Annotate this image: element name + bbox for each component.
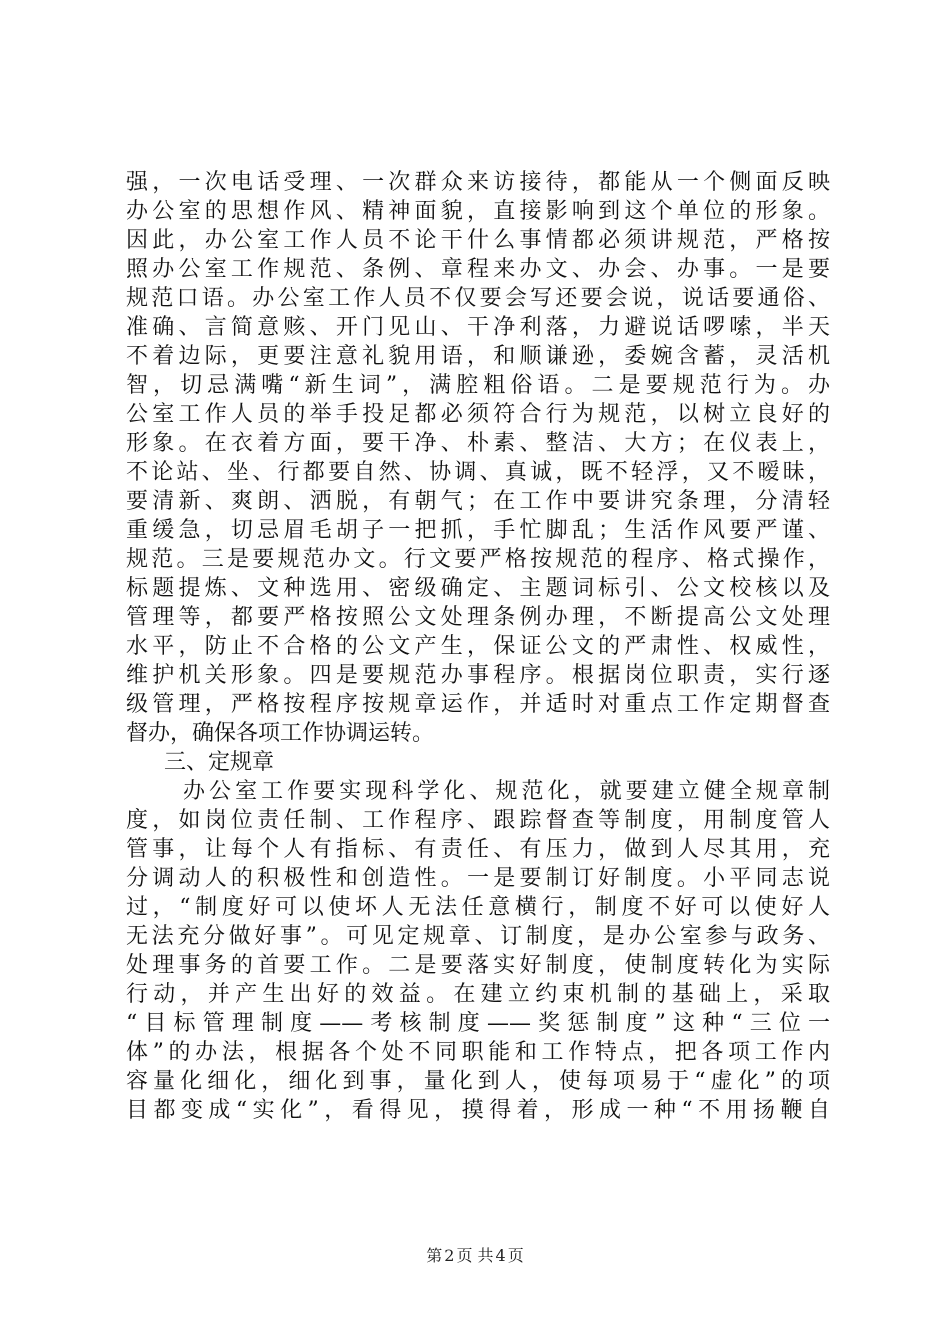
text-line: 水平，防止不合格的公文产生，保证公文的严肃性、权威性，: [126, 634, 830, 659]
text-line: 办公室工作要实现科学化、规范化，就要建立健全规章制: [183, 779, 830, 804]
text-line: 分调动人的积极性和创造性。一是要制订好制度。小平同志说: [126, 866, 830, 891]
page-label-prefix: 第: [426, 1246, 443, 1265]
text-line: 级管理，严格按程序按规章运作，并适时对重点工作定期督查: [126, 692, 830, 717]
text-line: 处理事务的首要工作。二是要落实好制度，使制度转化为实际: [126, 953, 830, 978]
text-line: 行动，并产生出好的效益。在建立约束机制的基础上，采取: [126, 982, 830, 1007]
text-line: 形象。在衣着方面，要干净、朴素、整洁、大方；在仪表上，: [126, 431, 830, 456]
text-line: 因此，办公室工作人员不论干什么事情都必须讲规范，严格按: [126, 228, 830, 253]
text-line: 照办公室工作规范、条例、章程来办文、办会、办事。一是要: [126, 257, 830, 282]
text-line: 不论站、坐、行都要自然、协调、真诚，既不轻浮，又不暧昧，: [126, 460, 830, 485]
text-line: 维护机关形象。四是要规范办事程序。根据岗位职责，实行逐: [126, 663, 830, 688]
total-pages-number: 4: [495, 1246, 506, 1265]
text-line: 准确、言简意赅、开门见山、干净利落，力避说话啰嗦，半天: [126, 315, 830, 340]
text-line: 体”的办法，根据各个处不同职能和工作特点，把各项工作内: [126, 1040, 830, 1065]
text-line: 办公室的思想作风、精神面貌，直接影响到这个单位的形象。: [126, 199, 830, 224]
text-line: 强，一次电话受理、一次群众来访接待，都能从一个侧面反映: [126, 170, 830, 195]
text-line: “目标管理制度——考核制度——奖惩制度”这种“三位一: [126, 1011, 830, 1036]
text-line: 管事，让每个人有指标、有责任、有压力，做到人尽其用，充: [126, 837, 830, 862]
page-label-suffix: 页: [507, 1246, 524, 1265]
text-line: 规范口语。办公室工作人员不仅要会写还要会说，说话要通俗、: [126, 286, 830, 311]
text-line: 重缓急，切忌眉毛胡子一把抓，手忙脚乱；生活作风要严谨、: [126, 518, 830, 543]
text-line: 标题提炼、文种选用、密级确定、主题词标引、公文校核以及: [126, 576, 830, 601]
current-page-number: 2: [444, 1246, 455, 1265]
text-line: 智，切忌满嘴“新生词”，满腔粗俗语。二是要规范行为。办: [126, 373, 830, 398]
text-line: 要清新、爽朗、洒脱，有朝气；在工作中要讲究条理，分清轻: [126, 489, 830, 514]
document-body: [126, 168, 830, 1125]
page-footer: [0, 1246, 950, 1266]
page-label-mid: 页 共: [456, 1246, 494, 1265]
text-line: 容量化细化，细化到事，量化到人，使每项易于“虚化”的项: [126, 1069, 830, 1094]
text-line: 管理等，都要严格按照公文处理条例办理，不断提高公文处理: [126, 605, 830, 630]
text-line: 无法充分做好事”。可见定规章、订制度，是办公室参与政务、: [126, 924, 830, 949]
text-line: 公室工作人员的举手投足都必须符合行为规范，以树立良好的: [126, 402, 830, 427]
text-line: 不着边际，更要注意礼貌用语，和顺谦逊，委婉含蓄，灵活机: [126, 344, 830, 369]
text-line: 过，“制度好可以使坏人无法任意横行，制度不好可以使好人: [126, 895, 830, 920]
text-line: 度，如岗位责任制、工作程序、跟踪督查等制度，用制度管人: [126, 808, 830, 833]
text-line: 目都变成“实化”，看得见，摸得着，形成一种“不用扬鞭自: [126, 1098, 830, 1123]
text-line: 督办，确保各项工作协调运转。: [126, 721, 435, 746]
section-heading: 三、定规章: [164, 750, 275, 775]
text-line: 规范。三是要规范办文。行文要严格按规范的程序、格式操作，: [126, 547, 830, 572]
